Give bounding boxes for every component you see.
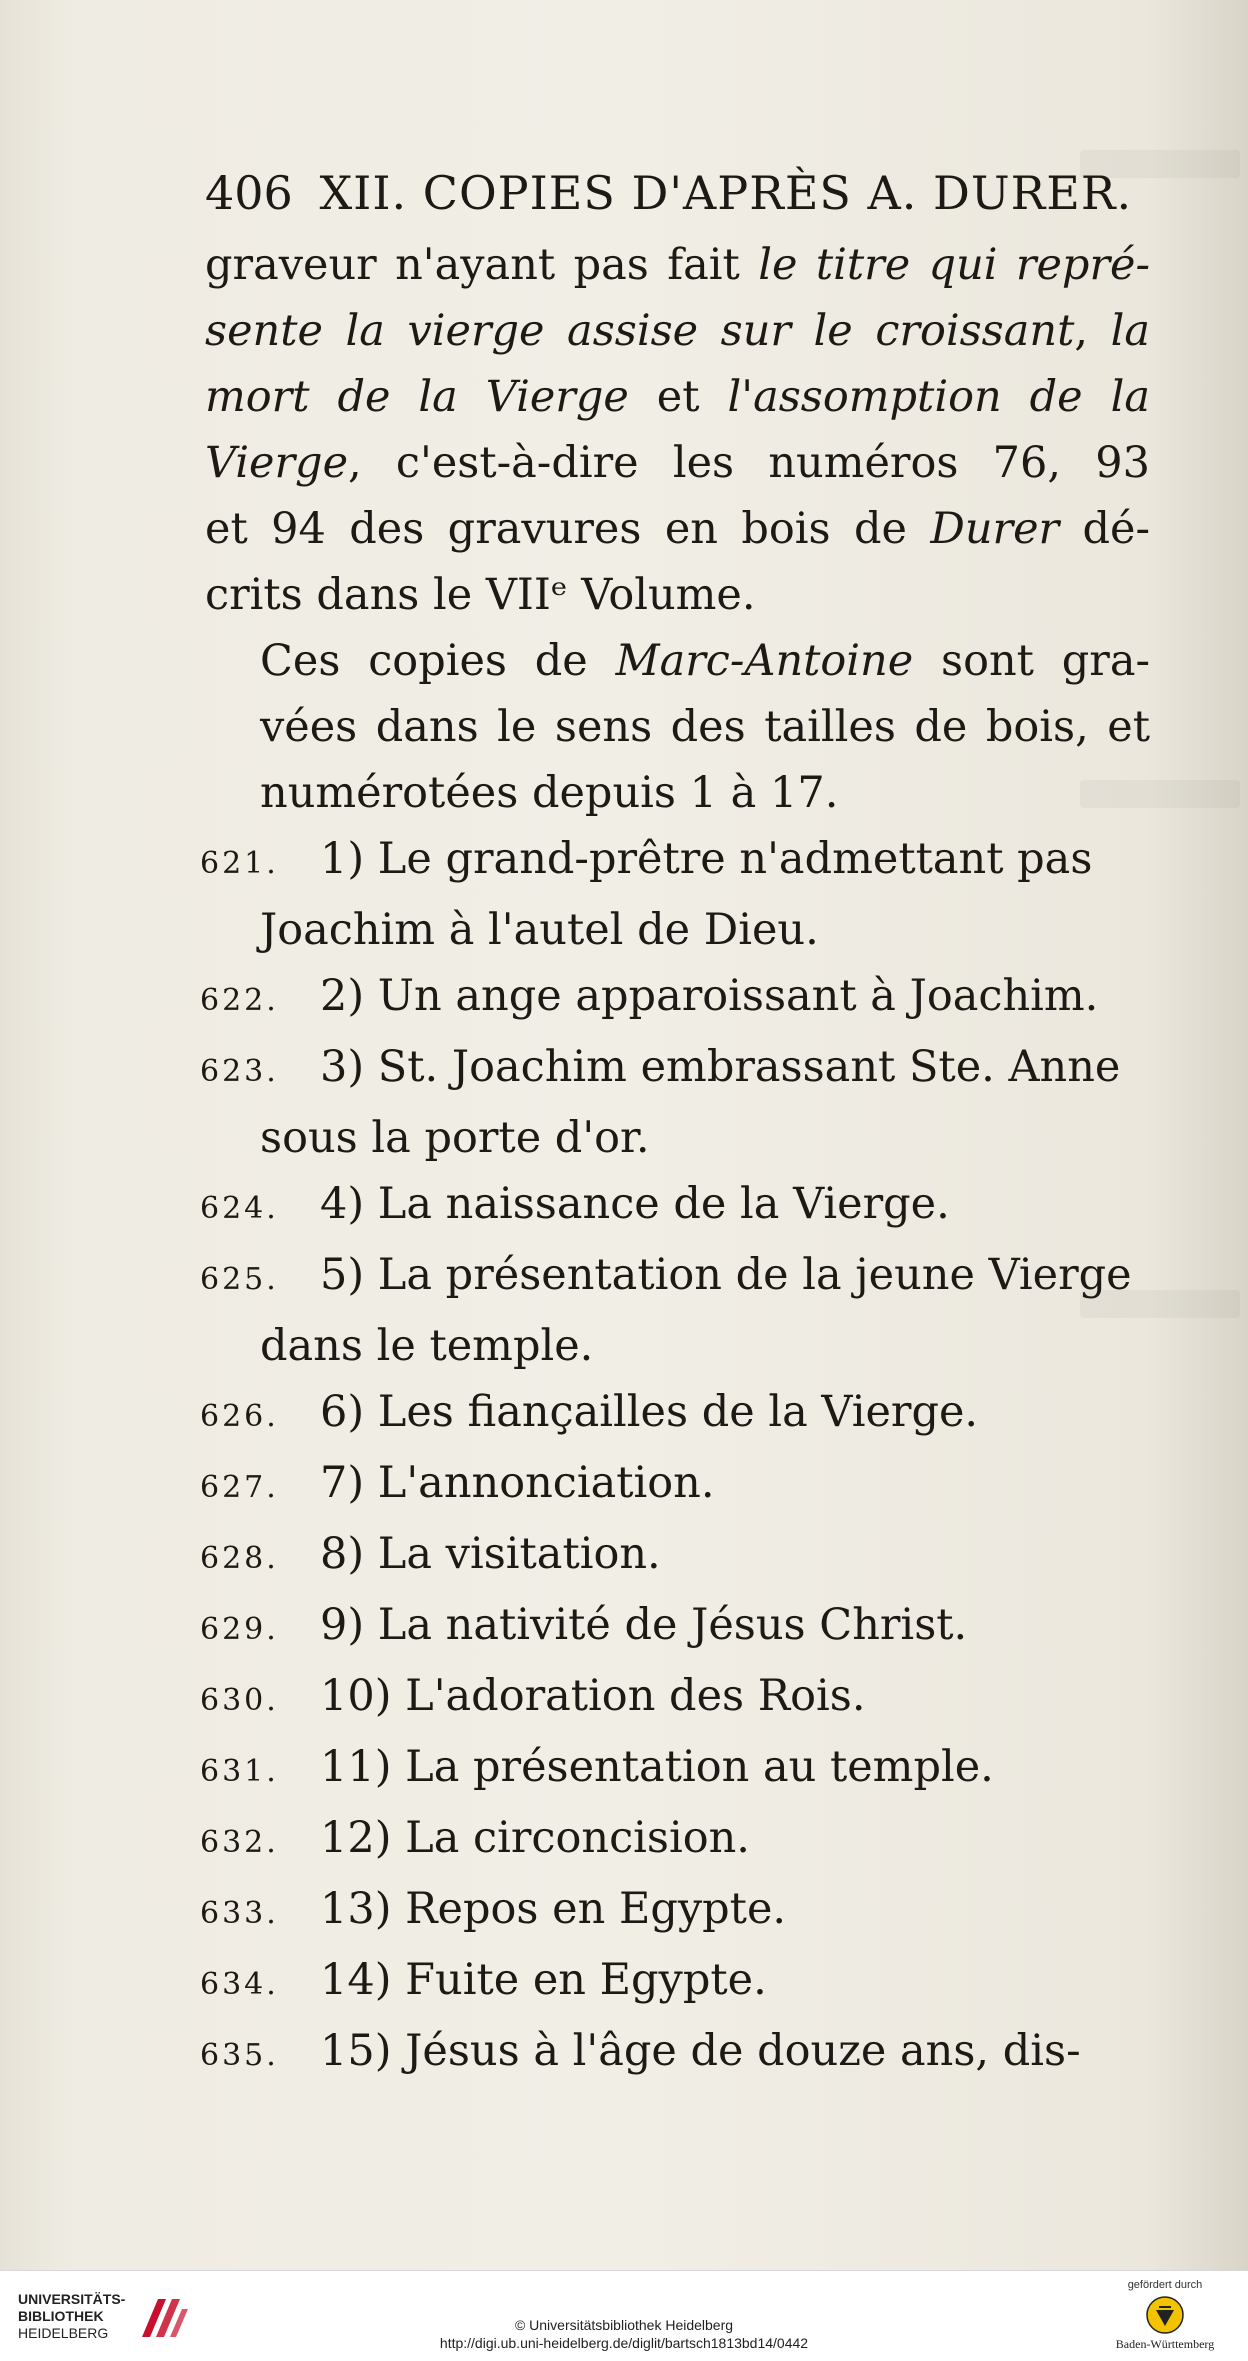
entry-title: 13) Repos en Egypte. (320, 1884, 787, 1934)
catalogue-entry (200, 826, 1160, 963)
catalogue-entry (200, 1947, 1160, 2018)
entry-number: 629. (200, 1612, 279, 1647)
entry-title: 11) La présentation au temple. (320, 1742, 994, 1792)
text-line (205, 628, 1150, 694)
running-header (205, 158, 1150, 228)
library-name-line: HEIDELBERG (18, 2325, 109, 2341)
entry-title: 15) Jésus à l'âge de douze ans, dis- (320, 2026, 1081, 2076)
text-line (205, 232, 1150, 298)
entry-number: 623. (200, 1054, 279, 1089)
copies-paragraph (205, 628, 1150, 826)
intro-paragraph (205, 232, 1150, 628)
text-line (205, 562, 1150, 628)
catalogue-entry (200, 1521, 1160, 1592)
entry-title: 12) La circoncision. (320, 1813, 750, 1863)
entry-title: 2) Un ange apparoissant à Joachim. (320, 971, 1099, 1021)
entry-number: 632. (200, 1825, 279, 1860)
funder-logo[interactable] (1095, 2279, 1235, 2357)
catalogue-entry (200, 1171, 1160, 1242)
entry-number: 634. (200, 1967, 279, 2002)
text-run: crits dans le VIIᵉ Volume. (205, 570, 756, 620)
text-run: , c'est-à-dire les numéros 76, 93 (348, 438, 1150, 488)
text-line (205, 694, 1150, 760)
entry-number: 626. (200, 1399, 279, 1434)
funder-label: gefördert durch (1127, 2279, 1203, 2291)
catalogue-entry (200, 1876, 1160, 1947)
page-number: 406 (205, 166, 293, 220)
text-run: et 94 des gravures en bois de (205, 504, 931, 554)
footer-bar (0, 2270, 1248, 2361)
entry-number: 633. (200, 1896, 279, 1931)
text-run: sont gra- (913, 636, 1150, 686)
italic-text: Marc-Antoine (615, 636, 914, 686)
library-name-line: BIBLIOTHEK (18, 2308, 104, 2324)
catalogue-entry (200, 1034, 1160, 1171)
catalogue-entry (200, 1663, 1160, 1734)
text-line (205, 496, 1150, 562)
text-line (205, 430, 1150, 496)
catalogue-entry (200, 963, 1160, 1034)
catalogue-entry (200, 1805, 1160, 1876)
entry-title-continuation: sous la porte d'or. (260, 1113, 650, 1163)
catalogue-entry (200, 1242, 1160, 1379)
entry-number: 628. (200, 1541, 279, 1576)
text-run: , (1074, 306, 1111, 356)
catalogue-entry (200, 1379, 1160, 1450)
entry-title-continuation: dans le temple. (260, 1321, 594, 1371)
text-line (205, 364, 1150, 430)
catalogue-entries (200, 826, 1160, 2089)
italic-text: la (1110, 306, 1150, 356)
entry-number: 635. (200, 2038, 279, 2073)
text-run: numérotées depuis 1 à 17. (260, 768, 839, 818)
entry-title: 9) La nativité de Jésus Christ. (320, 1600, 968, 1650)
entry-title: 7) L'annonciation. (320, 1458, 715, 1508)
entry-number: 625. (200, 1262, 279, 1297)
catalogue-entry (200, 1592, 1160, 1663)
entry-number: 624. (200, 1191, 279, 1226)
entry-title: 4) La naissance de la Vierge. (320, 1179, 950, 1229)
entry-title: 3) St. Joachim embrassant Ste. Anne (320, 1042, 1121, 1092)
catalogue-entry (200, 1450, 1160, 1521)
text-line (205, 760, 1150, 826)
entry-title: 14) Fuite en Egypte. (320, 1955, 767, 2005)
library-name-line: UNIVERSITÄTS- (18, 2291, 126, 2307)
italic-text: Vierge (205, 438, 349, 488)
catalogue-entry (200, 2018, 1160, 2089)
entry-number: 621. (200, 846, 279, 881)
copyright-text: © Universitätsbibliothek Heidelberg (514, 2317, 734, 2333)
italic-text: mort de la Vierge (205, 372, 629, 422)
italic-text: Durer (930, 504, 1060, 554)
permalink-url[interactable]: http://digi.ub.uni-heidelberg.de/diglit/bartsch1813bd14/0442 (439, 2335, 809, 2351)
catalogue-entry (200, 1734, 1160, 1805)
text-run: et (628, 372, 728, 422)
text-run: vées dans le sens des tailles de bois, et (260, 702, 1150, 752)
text-run: dé- (1059, 504, 1150, 554)
text-line (205, 298, 1150, 364)
entry-number: 631. (200, 1754, 279, 1789)
entry-title: 5) La présentation de la jeune Vierge (320, 1250, 1132, 1300)
italic-text: le titre qui repré- (758, 240, 1150, 290)
header-title: XII. COPIES D'APRÈS A. DURER. (319, 166, 1133, 220)
text-run: Ces copies de (260, 636, 616, 686)
text-run: graveur n'ayant pas fait (205, 240, 759, 290)
entry-title: 8) La visitation. (320, 1529, 661, 1579)
entry-title: 10) L'adoration des Rois. (320, 1671, 866, 1721)
entry-title-continuation: Joachim à l'autel de Dieu. (260, 905, 819, 955)
entry-title: 6) Les fiançailles de la Vierge. (320, 1387, 979, 1437)
entry-number: 630. (200, 1683, 279, 1718)
entry-number: 622. (200, 983, 279, 1018)
funder-name: Baden-Württemberg (1115, 2337, 1215, 2351)
italic-text: sente la vierge assise sur le croissant (205, 306, 1075, 356)
coat-of-arms-icon (1145, 2295, 1185, 2335)
italic-text: l'assomption de la (727, 372, 1150, 422)
entry-number: 627. (200, 1470, 279, 1505)
entry-title: 1) Le grand-prêtre n'admettant pas (320, 834, 1093, 884)
